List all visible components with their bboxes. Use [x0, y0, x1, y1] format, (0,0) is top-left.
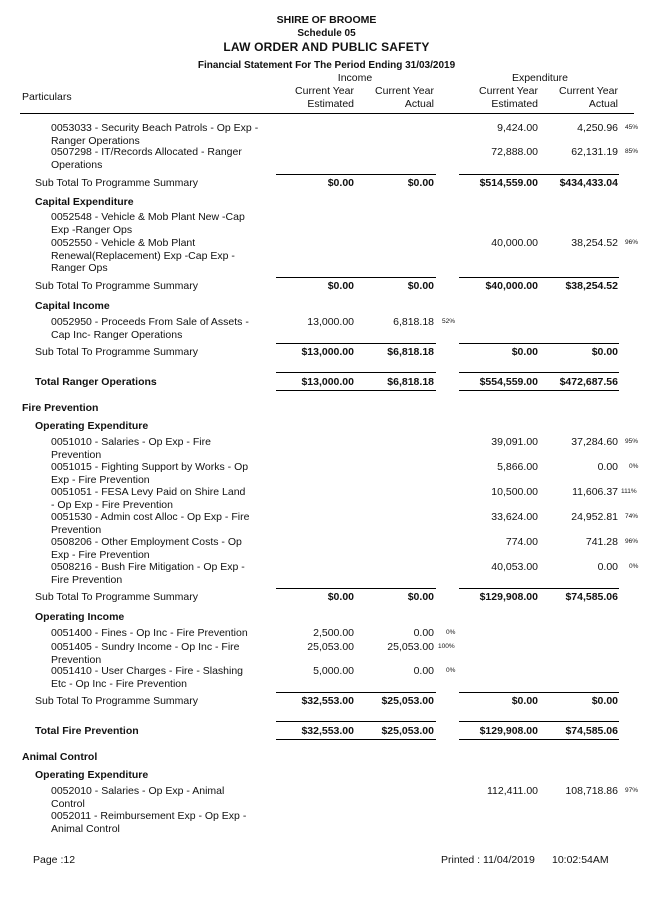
list-item: 0051015 - Fighting Support by Works - Op Exp - Fire Prevention: [51, 461, 249, 486]
cell-in-act: $0.00: [407, 177, 434, 189]
cell-ex-pct: 85%: [625, 148, 639, 155]
cell-ex-est: $514,559.00: [479, 177, 538, 189]
cell-ex-act: $74,585.06: [565, 725, 618, 737]
cell-ex-pct: 0%: [629, 463, 639, 470]
subtotal-line: [276, 588, 436, 589]
list-item: 0052548 - Vehicle & Mob Plant New -Cap Exp -Ranger Ops: [51, 211, 245, 236]
printed-date: Printed : 11/04/2019: [441, 854, 535, 866]
cell-ex-est: $0.00: [511, 346, 538, 358]
cell-in-est: $0.00: [327, 177, 354, 189]
cell-ex-est: $554,559.00: [479, 376, 538, 388]
cell-in-est: $13,000.00: [301, 346, 354, 358]
subtotal-label: Sub Total To Programme Summary: [35, 177, 199, 189]
total-underline: [459, 739, 619, 740]
list-item: 0052011 - Reimbursement Exp - Op Exp - Animal Control: [51, 810, 247, 835]
subtotal-label: Sub Total To Programme Summary: [35, 280, 199, 292]
cell-in-pct: 0%: [446, 667, 456, 674]
cell-in-est: $32,553.00: [301, 695, 354, 707]
list-item: 0051051 - FESA Levy Paid on Shire Land - Op Exp - Fire Prevention: [51, 486, 246, 511]
cell-in-est: $0.00: [327, 280, 354, 292]
cell-ex-act: 4,250.96: [577, 122, 618, 134]
total-line: [276, 721, 436, 722]
total-underline: [276, 739, 436, 740]
cell-ex-act: 37,284.60: [571, 436, 618, 448]
subtotal-line: [459, 588, 619, 589]
header-divider: [20, 113, 634, 114]
col-ex-est-1: Current Year: [479, 85, 538, 97]
cell-ex-pct: 95%: [625, 438, 639, 445]
cell-ex-est: 40,000.00: [491, 237, 538, 249]
cell-ex-est: 9,424.00: [497, 122, 538, 134]
list-item: 0053033 - Security Beach Patrols - Op Exp - Ranger Operations: [51, 122, 259, 147]
cell-ex-est: 72,888.00: [491, 146, 538, 158]
subtotal-label: Sub Total To Programme Summary: [35, 591, 199, 603]
list-item: 0052550 - Vehicle & Mob Plant Renewal(Replacement) Exp -Cap Exp -Ranger Ops: [51, 237, 235, 274]
cell-in-est: 25,053.00: [307, 641, 354, 653]
cell-in-act: $0.00: [407, 280, 434, 292]
cell-ex-act: 0.00: [597, 561, 618, 573]
subtotal-label: Sub Total To Programme Summary: [35, 695, 199, 707]
col-ex-act-2: Actual: [588, 98, 618, 110]
cell-ex-est: 40,053.00: [491, 561, 538, 573]
cell-in-act: $6,818.18: [387, 346, 434, 358]
list-item: 0508206 - Other Employment Costs - Op Exp - Fire Prevention: [51, 536, 242, 561]
subtotal-line: [276, 343, 436, 344]
cell-ex-est: $129,908.00: [479, 591, 538, 603]
cell-ex-pct: 45%: [625, 124, 639, 131]
section-heading: Operating Income: [35, 611, 125, 623]
page-number: Page :12: [33, 854, 76, 866]
total-label: Total Fire Prevention: [35, 725, 139, 737]
list-item: 0051400 - Fines - Op Inc - Fire Prevention: [51, 627, 248, 639]
subtotal-line: [276, 692, 436, 693]
cell-ex-est: 10,500.00: [491, 486, 538, 498]
cell-in-est: $32,553.00: [301, 725, 354, 737]
section-heading: Operating Expenditure: [35, 420, 149, 432]
section-heading: Operating Expenditure: [35, 769, 149, 781]
cell-ex-act: $38,254.52: [565, 280, 618, 292]
total-underline: [276, 390, 436, 391]
total-line: [459, 372, 619, 373]
subtotal-line: [459, 277, 619, 278]
cell-ex-pct: 96%: [625, 239, 639, 246]
section-heading: Capital Income: [35, 300, 110, 312]
cell-in-act: 0.00: [413, 665, 434, 677]
cell-ex-pct: 97%: [625, 787, 639, 794]
subtotal-label: Sub Total To Programme Summary: [35, 346, 199, 358]
cell-ex-est: 39,091.00: [491, 436, 538, 448]
cell-ex-pct: 74%: [625, 513, 639, 520]
cell-ex-act: $472,687.56: [559, 376, 618, 388]
cell-ex-act: 108,718.86: [565, 785, 618, 797]
cell-ex-est: 5,866.00: [497, 461, 538, 473]
cell-ex-act: $74,585.06: [565, 591, 618, 603]
cell-ex-pct: 96%: [625, 538, 639, 545]
total-label: Total Ranger Operations: [35, 376, 157, 388]
report-subtitle: Financial Statement For The Period Ending 31/03/2019: [197, 60, 456, 71]
cell-ex-est: 774.00: [505, 536, 538, 548]
org-name: SHIRE OF BROOME: [276, 14, 377, 26]
cell-in-pct: 52%: [442, 318, 456, 325]
list-item: 0508216 - Bush Fire Mitigation - Op Exp - Fire Prevention: [51, 561, 245, 586]
list-item: 0052950 - Proceeds From Sale of Assets - Cap Inc- Ranger Operations: [51, 316, 249, 341]
cell-ex-act: 38,254.52: [571, 237, 618, 249]
cell-ex-est: $40,000.00: [485, 280, 538, 292]
cell-in-est: 2,500.00: [313, 627, 354, 639]
list-item: 0051410 - User Charges - Fire - Slashing Etc - Op Inc - Fire Prevention: [51, 665, 244, 690]
col-ex-act-1: Current Year: [559, 85, 618, 97]
particulars-header: Particulars: [22, 91, 72, 103]
cell-in-pct: 0%: [446, 629, 456, 636]
cell-ex-est: 112,411.00: [487, 785, 538, 797]
cell-in-est: $13,000.00: [301, 376, 354, 388]
cell-ex-pct: 0%: [629, 563, 639, 570]
cell-in-act: 6,818.18: [393, 316, 434, 328]
total-line: [276, 372, 436, 373]
total-line: [459, 721, 619, 722]
cell-ex-est: $0.00: [511, 695, 538, 707]
col-in-act-2: Actual: [404, 98, 434, 110]
subtotal-line: [459, 174, 619, 175]
col-in-act-1: Current Year: [375, 85, 434, 97]
cell-ex-act: $434,433.04: [559, 177, 618, 189]
cell-in-act: $25,053.00: [381, 725, 434, 737]
cell-ex-act: 62,131.19: [571, 146, 618, 158]
cell-ex-act: $0.00: [591, 695, 618, 707]
cell-ex-act: 0.00: [597, 461, 618, 473]
subtotal-line: [459, 343, 619, 344]
section-heading: Capital Expenditure: [35, 196, 134, 208]
col-in-est-2: Estimated: [307, 98, 354, 110]
subtotal-line: [276, 174, 436, 175]
list-item: 0051010 - Salaries - Op Exp - Fire Prevention: [51, 436, 211, 461]
cell-ex-est: 33,624.00: [491, 511, 538, 523]
cell-ex-act: 24,952.81: [571, 511, 618, 523]
cell-in-est: 5,000.00: [313, 665, 354, 677]
cell-ex-act: 741.28: [585, 536, 618, 548]
expenditure-header: Expenditure: [511, 72, 569, 84]
cell-ex-pct: 111%: [621, 488, 637, 495]
cell-ex-act: 11,606.37: [572, 486, 618, 498]
col-in-est-1: Current Year: [295, 85, 354, 97]
subtotal-line: [276, 277, 436, 278]
cell-ex-est: $129,908.00: [479, 725, 538, 737]
subtotal-line: [459, 692, 619, 693]
schedule-number: Schedule 05: [297, 28, 356, 39]
income-header: Income: [337, 72, 373, 84]
cell-in-act: $6,818.18: [387, 376, 434, 388]
program-heading: Animal Control: [22, 751, 98, 763]
cell-in-act: 0.00: [413, 627, 434, 639]
list-item: 0051405 - Sundry Income - Op Inc - Fire Prevention: [51, 641, 240, 666]
list-item: 0051530 - Admin cost Alloc - Op Exp - Fire Prevention: [51, 511, 250, 536]
cell-in-act: 25,053.00: [387, 641, 434, 653]
total-underline: [459, 390, 619, 391]
cell-in-act: $25,053.00: [381, 695, 434, 707]
cell-in-act: $0.00: [407, 591, 434, 603]
cell-in-pct: 100%: [438, 643, 455, 650]
cell-in-est: $0.00: [327, 591, 354, 603]
list-item: 0507298 - IT/Records Allocated - Ranger Operations: [51, 146, 242, 171]
col-ex-est-2: Estimated: [491, 98, 538, 110]
list-item: 0052010 - Salaries - Op Exp - Animal Control: [51, 785, 225, 810]
cell-in-est: 13,000.00: [307, 316, 354, 328]
printed-time: 10:02:54AM: [552, 854, 609, 866]
program-heading: Fire Prevention: [22, 402, 99, 414]
report-title: LAW ORDER AND PUBLIC SAFETY: [223, 40, 430, 54]
cell-ex-act: $0.00: [591, 346, 618, 358]
